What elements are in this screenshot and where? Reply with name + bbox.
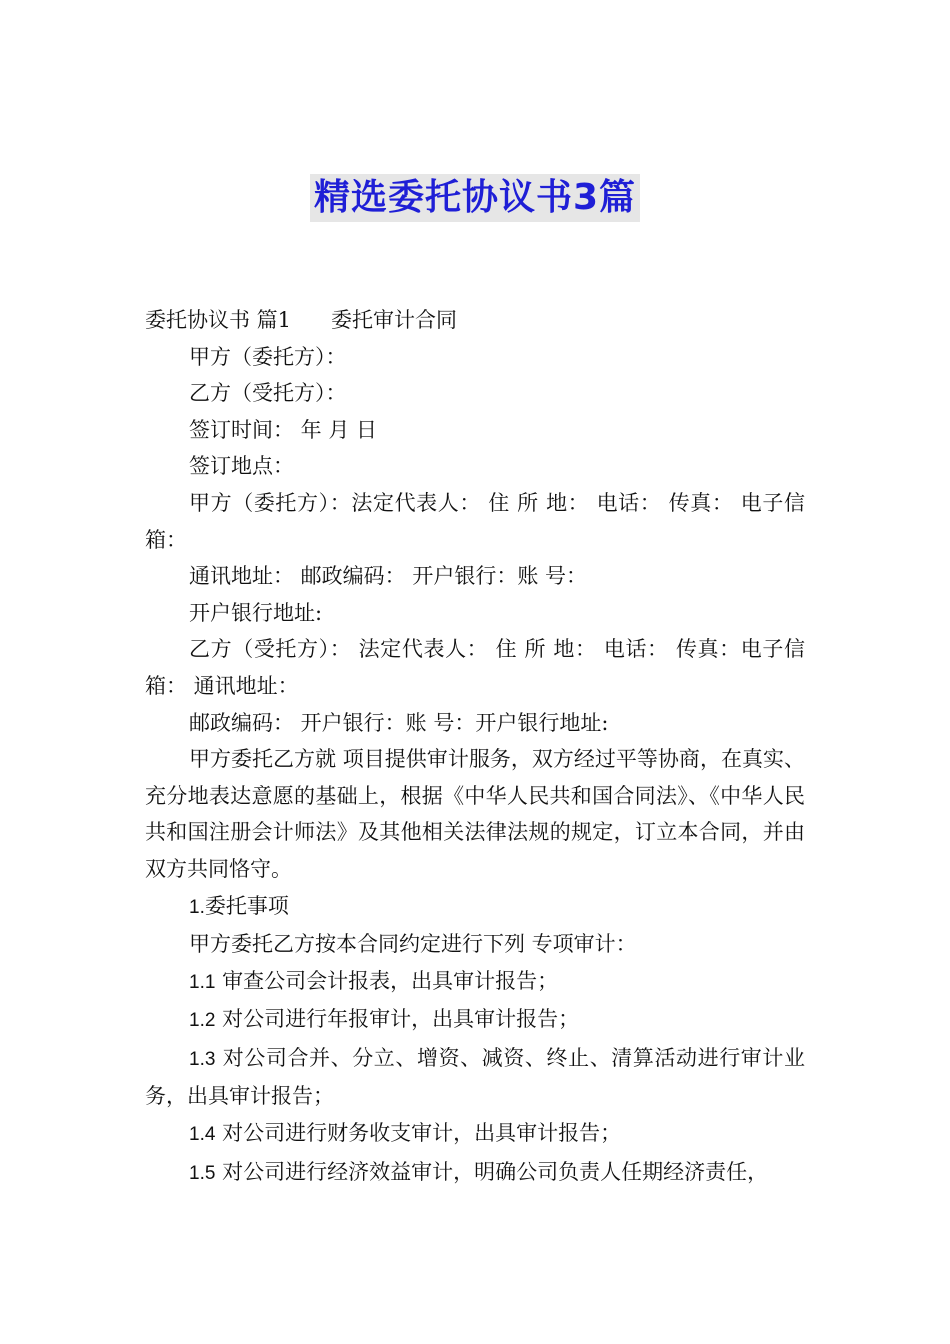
list-item — [145, 1115, 805, 1154]
paragraph: 开户银行地址: — [189, 600, 323, 625]
paragraph: 乙方（受托方）： — [189, 381, 347, 406]
document-body — [145, 302, 805, 1192]
item-text: 对公司进行财务收支审计，出具审计报告； — [222, 1121, 622, 1146]
section-number: 1. — [189, 896, 205, 918]
section-label: 委托事项 — [204, 893, 289, 918]
paragraph: 乙方（受托方）： 法定代表人： 住 所 地： 电话： 传真：电子信箱： 通讯地址： — [145, 637, 805, 698]
item-number: 1.3 — [189, 1048, 216, 1070]
item-number: 1.5 — [189, 1162, 216, 1184]
paragraph: 通讯地址： 邮政编码： 开户银行：账 号： — [189, 564, 588, 589]
list-item — [145, 1001, 805, 1040]
document-title: 精选委托协议书3篇 — [310, 174, 640, 222]
items-intro: 甲方委托乙方按本合同约定进行下列 专项审计： — [189, 932, 637, 957]
paragraph: 甲方（委托方）：法定代表人： 住 所 地： 电话： 传真： 电子信箱： — [145, 490, 805, 552]
paragraph: 邮政编码： 开户银行：账 号：开户银行地址: — [189, 710, 609, 735]
item-text: 对公司合并、分立、增资、减资、终止、清算活动进行审计业务，出具审计报告； — [145, 1045, 805, 1109]
section-1-heading — [145, 888, 805, 927]
heading-right: 委托审计合同 — [331, 308, 458, 332]
paragraph: 签订时间： 年 月 日 — [189, 417, 378, 442]
item-number: 1.1 — [189, 971, 216, 993]
paragraph: 签订地点： — [189, 454, 294, 479]
paragraph: 甲方（委托方）： — [189, 344, 347, 369]
item-text: 对公司进行年报审计，出具审计报告； — [222, 1007, 580, 1032]
paragraph: 甲方委托乙方就 项目提供审计服务，双方经过平等协商，在真实、充分地表达意愿的基础上，根据《中华人民共和国合同法》、《中华人民共和国注册会计师法》及其他相关法律法规的规定，订立本合同，并由双方共同恪守。 — [145, 747, 805, 881]
section-heading — [145, 302, 805, 339]
item-number: 1.4 — [189, 1124, 216, 1146]
item-text: 审查公司会计报表，出具审计报告； — [222, 968, 559, 993]
title-container — [0, 174, 950, 222]
list-item — [145, 963, 805, 1002]
item-number: 1.2 — [189, 1010, 216, 1032]
list-item — [145, 1040, 805, 1115]
item-text: 对公司进行经济效益审计，明确公司负责人任期经济责任， — [222, 1159, 769, 1184]
heading-left: 委托协议书 篇1 — [145, 308, 292, 332]
list-item — [145, 1154, 805, 1193]
